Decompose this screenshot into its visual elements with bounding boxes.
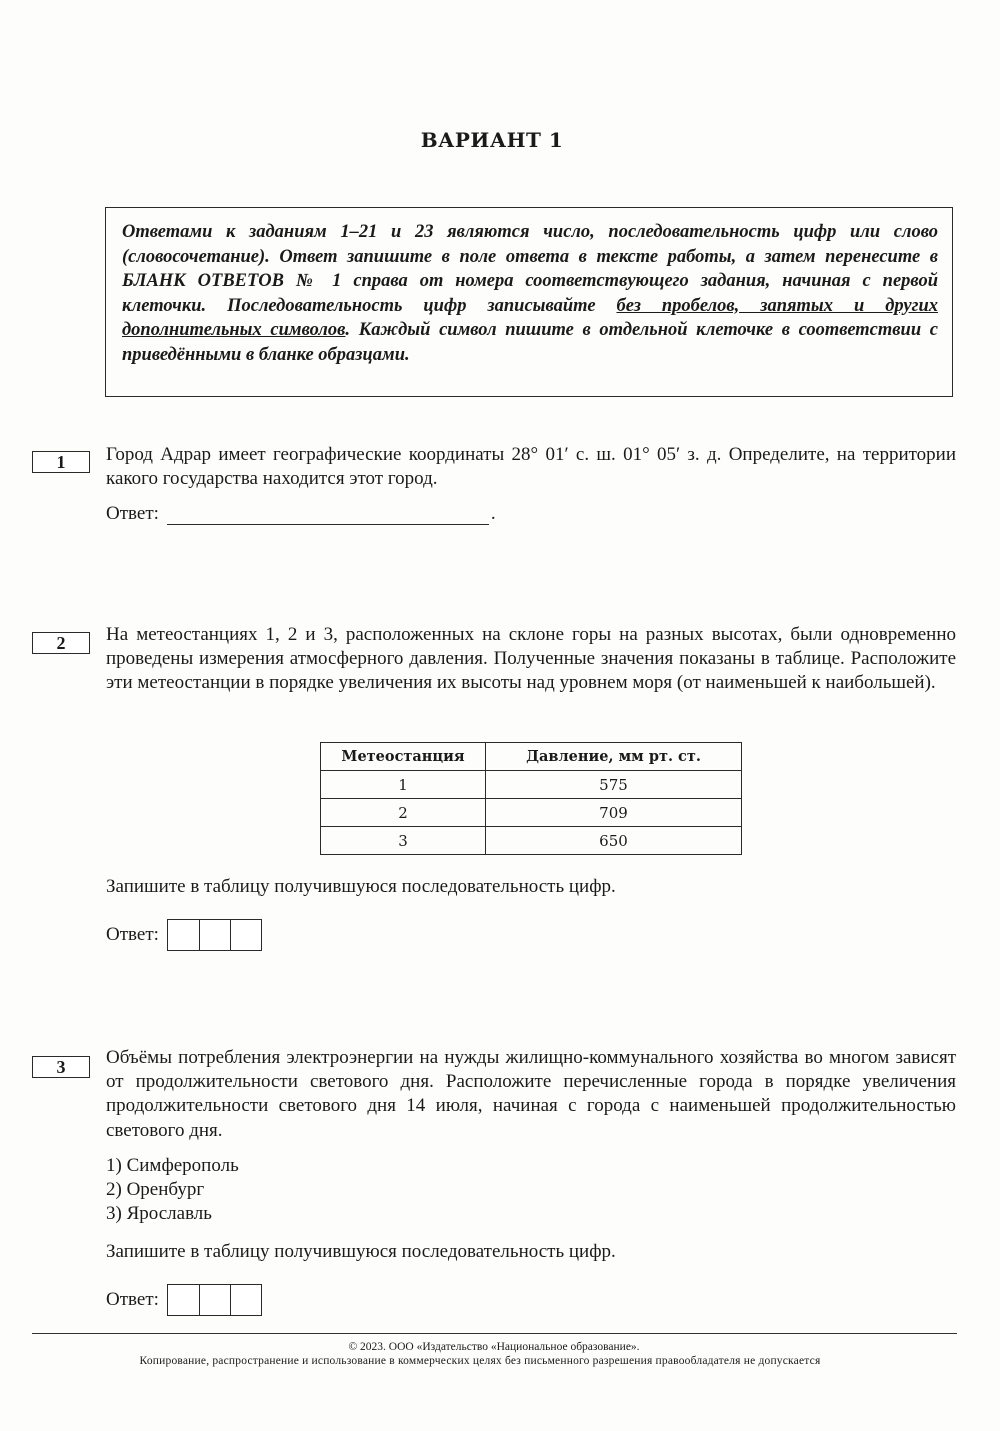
option-item: 3) Ярославль <box>106 1203 212 1224</box>
option-item: 1) Симферополь <box>106 1155 239 1176</box>
table-row <box>321 827 742 855</box>
option-item: 2) Оренбург <box>106 1179 205 1200</box>
pressure-cell: 650 <box>486 827 742 855</box>
footer-notice: Копирование, распространение и использование в коммерческих целях без письменного разрешения правообладателя не допускается <box>139 1355 821 1367</box>
answer-line-field[interactable] <box>167 506 489 525</box>
answer-cells <box>167 1284 262 1316</box>
table-row <box>321 771 742 799</box>
answer-cell-3[interactable] <box>230 920 261 950</box>
answer-label: Ответ: <box>106 1289 159 1310</box>
answer-cell-1[interactable] <box>168 920 199 950</box>
answer-cell-3[interactable] <box>230 1285 261 1315</box>
pressure-cell: 709 <box>486 799 742 827</box>
task-3-options <box>106 1154 239 1226</box>
task-2-instruction: Запишите в таблицу получившуюся последовательность цифр. <box>106 876 616 897</box>
task-3-answer <box>106 1284 262 1316</box>
answer-label: Ответ: <box>106 503 159 524</box>
answer-cell-2[interactable] <box>199 1285 230 1315</box>
footer-copyright: © 2023. ООО «Издательство «Национальное образование». <box>348 1341 640 1353</box>
answer-cell-1[interactable] <box>168 1285 199 1315</box>
answer-suffix: . <box>490 503 496 524</box>
station-cell: 2 <box>321 799 486 827</box>
task-number-3: 3 <box>32 1056 90 1078</box>
answer-cells <box>167 919 262 951</box>
table-row <box>321 799 742 827</box>
table-header-row <box>321 743 742 771</box>
footer-divider <box>32 1333 957 1334</box>
task-2-text: На метеостанциях 1, 2 и 3, расположенных на склоне горы на разных высотах, были одновременно проведены измерения атмосферного давления. Полученные значения показаны в таблице. Расположите эти метеостанции в порядке увеличения их высоты над уровнем моря (от наименьшей к наибольшей). <box>106 624 956 694</box>
task-3-text: Объёмы потребления электроэнергии на нужды жилищно-коммунального хозяйства во многом зависят от продолжительности светового дня. Расположите перечисленные города в порядке увеличения продолжительности светового дня 14 июля, начиная с города с наименьшей продолжительностью светового дня. <box>106 1047 956 1141</box>
station-cell: 1 <box>321 771 486 799</box>
task-2-answer <box>106 919 262 951</box>
pressure-cell: 575 <box>486 771 742 799</box>
variant-title: ВАРИАНТ 1 <box>420 128 564 152</box>
instructions-underlined: без пробелов, запятых и других дополнительных символов <box>122 295 938 340</box>
task-number-1: 1 <box>32 451 90 473</box>
table-header-station: Метеостанция <box>321 743 486 771</box>
answer-cell-2[interactable] <box>199 920 230 950</box>
instructions-text-end: . Каждый символ пишите в отдельной клеточке в соответствии с приведёнными в бланке образцами. <box>122 320 938 365</box>
table-header-pressure: Давление, мм рт. ст. <box>486 743 742 771</box>
instructions-box <box>105 207 953 397</box>
station-cell: 3 <box>321 827 486 855</box>
instructions-text: Ответами к заданиям 1–21 и 23 являются число, последовательность цифр или слово (словосочетание). Ответ запишите в поле ответа в тексте работы, а затем перенесите в БЛАНК ОТВЕТОВ № 1 справа от номера соответствующего задания, начиная с первой клеточки. Последовательность цифр записывайте <box>122 222 938 316</box>
pressure-table <box>320 742 742 855</box>
task-3-instruction: Запишите в таблицу получившуюся последовательность цифр. <box>106 1241 616 1262</box>
answer-label: Ответ: <box>106 924 159 945</box>
task-number-2: 2 <box>32 632 90 654</box>
task-1-answer <box>106 503 496 525</box>
task-1-text: Город Адрар имеет географические координаты 28° 01′ с. ш. 01° 05′ з. д. Определите, на территории какого государства находится этот город. <box>106 444 956 490</box>
